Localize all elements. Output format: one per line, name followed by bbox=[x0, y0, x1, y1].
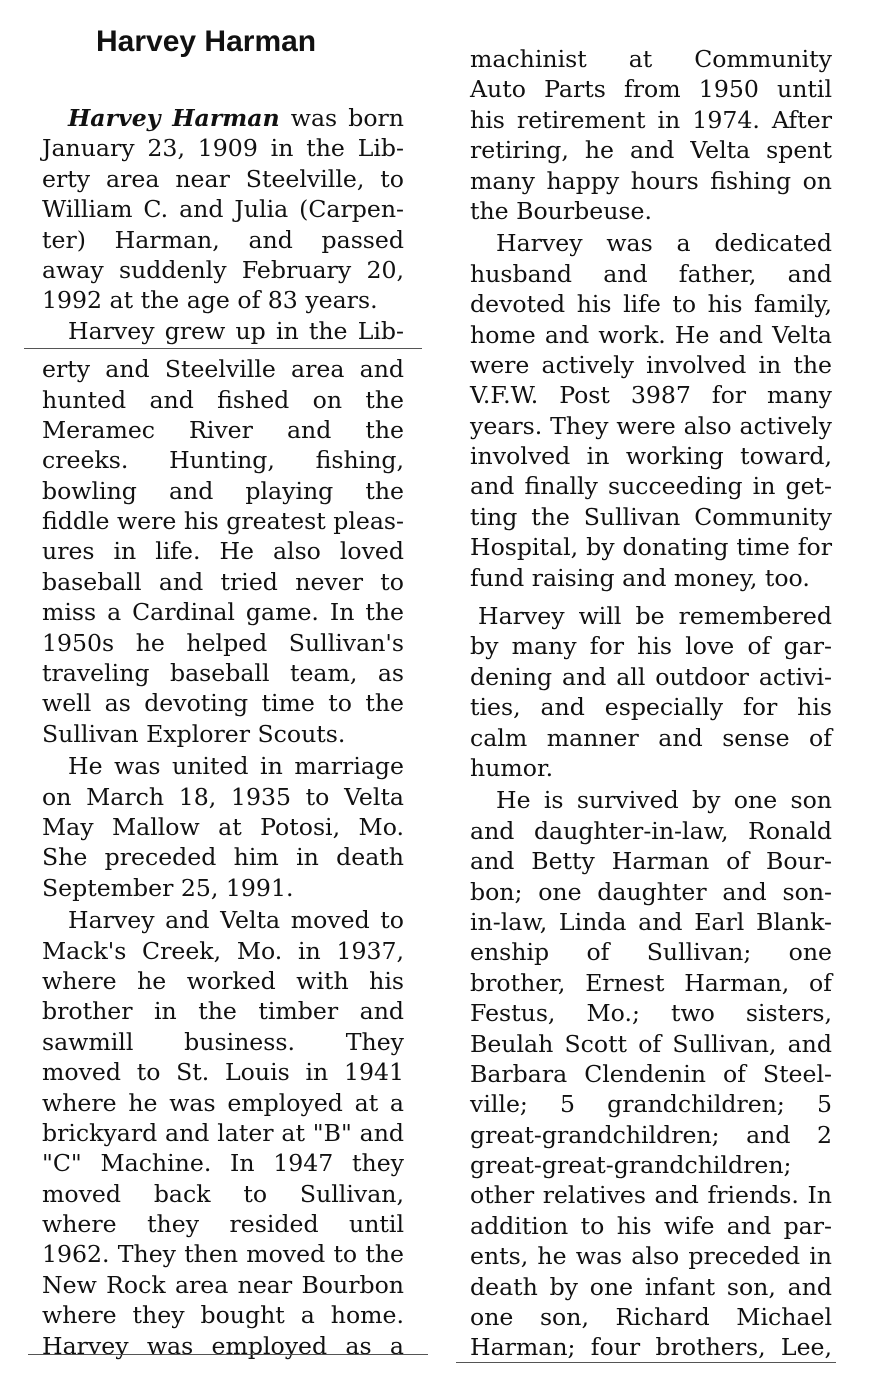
text-line: New Rock area near Bourbon bbox=[42, 1270, 404, 1299]
text-line: moved back to Sullivan, bbox=[42, 1179, 404, 1208]
text-line: involved in working toward, bbox=[470, 442, 832, 471]
text-line: V.F.W. Post 3987 for many bbox=[470, 381, 832, 410]
obituary-title: Harvey Harman bbox=[96, 25, 317, 58]
column-bottom-rule-right bbox=[456, 1362, 836, 1363]
text-line: fiddle were his greatest pleas- bbox=[42, 507, 404, 536]
text-line: Harvey was employed as a bbox=[42, 1331, 404, 1360]
text-line: 1950s he helped Sullivan's bbox=[42, 628, 404, 657]
text-line: machinist at Community bbox=[470, 45, 832, 73]
text-line: miss a Cardinal game. In the bbox=[42, 598, 404, 627]
text-line: ville; 5 grandchildren; 5 bbox=[470, 1090, 832, 1119]
text-line: by many for his love of gar- bbox=[470, 632, 832, 661]
text-line: Harvey and Velta moved to bbox=[68, 906, 404, 935]
text-line: retiring, he and Velta spent bbox=[470, 136, 832, 165]
text-line: and Betty Harman of Bour- bbox=[470, 847, 832, 876]
text-line: where they bought a home. bbox=[42, 1301, 404, 1330]
column-bottom-rule-left bbox=[28, 1354, 428, 1355]
text-line: traveling baseball team, as bbox=[42, 659, 404, 688]
text-line: "C" Machine. In 1947 they bbox=[42, 1149, 404, 1178]
text-line: great-grandchildren; and 2 bbox=[470, 1120, 832, 1149]
text-line: ties, and especially for his bbox=[470, 693, 832, 722]
text-line: were actively involved in the bbox=[470, 350, 832, 379]
text-line: where he worked with his bbox=[42, 966, 404, 995]
text-line: creeks. Hunting, fishing, bbox=[42, 446, 404, 475]
text-line: William C. and Julia (Carpen- bbox=[42, 195, 404, 224]
text-line: Sullivan Explorer Scouts. bbox=[42, 719, 346, 748]
text-line: brother, Ernest Harman, of bbox=[470, 968, 832, 997]
text-line: great-great-grandchildren; bbox=[470, 1151, 792, 1180]
text-line: devoted his life to his family, bbox=[470, 290, 832, 319]
text-line: ents, he was also preceded in bbox=[470, 1242, 832, 1271]
text-line: Barbara Clendenin of Steel- bbox=[470, 1059, 832, 1088]
text-line: She preceded him in death bbox=[42, 843, 404, 872]
text-line: husband and father, and bbox=[470, 259, 832, 288]
text-line: sawmill business. They bbox=[42, 1027, 404, 1056]
text-line: on March 18, 1935 to Velta bbox=[42, 782, 404, 811]
text-line: erty and Steelville area and bbox=[42, 355, 404, 384]
text-line: the Bourbeuse. bbox=[470, 196, 652, 225]
text-line: moved to St. Louis in 1941 bbox=[42, 1058, 404, 1087]
text-line: ter) Harman, and passed bbox=[42, 225, 404, 254]
text-line: Festus, Mo.; two sisters, bbox=[470, 999, 832, 1028]
text-line: May Mallow at Potosi, Mo. bbox=[42, 812, 404, 841]
text-line: calm manner and sense of bbox=[470, 723, 832, 752]
text-line: death by one infant son, and bbox=[470, 1272, 832, 1301]
text-line: humor. bbox=[470, 753, 554, 782]
text-line: September 25, 1991. bbox=[42, 873, 294, 902]
text-line: 1992 at the age of 83 years. bbox=[42, 286, 378, 315]
text-line: well as devoting time to the bbox=[42, 689, 404, 718]
text-line: baseball and tried never to bbox=[42, 567, 404, 596]
text-line: January 23, 1909 in the Lib- bbox=[42, 134, 404, 163]
text-line: He is survived by one son bbox=[496, 786, 832, 815]
text-line: brother in the timber and bbox=[42, 997, 404, 1026]
text-line: in-law, Linda and Earl Blank- bbox=[470, 907, 832, 936]
text-line: Harman; four brothers, Lee, bbox=[470, 1333, 832, 1362]
text-line: Harvey was a dedicated bbox=[496, 229, 832, 258]
text-line: one son, Richard Michael bbox=[470, 1303, 832, 1332]
text-line: where they resided until bbox=[42, 1210, 404, 1239]
text-line: enship of Sullivan; one bbox=[470, 938, 832, 967]
text-line: many happy hours fishing on bbox=[470, 166, 832, 195]
text-line: Mack's Creek, Mo. in 1937, bbox=[42, 936, 404, 965]
text-line: away suddenly February 20, bbox=[42, 255, 404, 284]
text-line: his retirement in 1974. After bbox=[470, 105, 832, 134]
text-line: Harvey Harman was born bbox=[68, 104, 405, 132]
text-line: ures in life. He also loved bbox=[42, 537, 404, 566]
text-line: addition to his wife and par- bbox=[470, 1211, 832, 1240]
clipping-seam-left bbox=[24, 348, 422, 349]
text-line: other relatives and friends. In bbox=[470, 1181, 832, 1210]
text-line: and finally succeeding in get- bbox=[470, 472, 832, 501]
text-line: bowling and playing the bbox=[42, 476, 404, 505]
text-line: where he was employed at a bbox=[42, 1088, 404, 1117]
text-line: Meramec River and the bbox=[42, 415, 404, 444]
text-line: Auto Parts from 1950 until bbox=[470, 75, 832, 104]
text-line: erty area near Steelville, to bbox=[42, 164, 404, 193]
text-line: and daughter-in-law, Ronald bbox=[470, 816, 832, 845]
text-line: Harvey grew up in the Lib- bbox=[68, 316, 404, 345]
text-line: fund raising and money, too. bbox=[470, 563, 810, 592]
text-line: dening and all outdoor activi- bbox=[470, 662, 832, 691]
right-column bbox=[470, 44, 832, 1363]
text-line: hunted and fished on the bbox=[42, 385, 404, 414]
text-line: Harvey will be remembered bbox=[478, 602, 832, 631]
text-line: Beulah Scott of Sullivan, and bbox=[470, 1029, 832, 1058]
text-line: He was united in marriage bbox=[68, 752, 404, 781]
text-line: bon; one daughter and son- bbox=[470, 877, 832, 906]
text-line: Hospital, by donating time for bbox=[470, 533, 832, 562]
text-line: years. They were also actively bbox=[470, 411, 832, 440]
text-line: brickyard and later at "B" and bbox=[42, 1118, 404, 1147]
deceased-name: Harvey Harman bbox=[68, 104, 280, 132]
left-column bbox=[42, 103, 404, 1361]
text-line: home and work. He and Velta bbox=[470, 320, 832, 349]
text-line: ting the Sullivan Community bbox=[470, 502, 832, 531]
text-line: 1962. They then moved to the bbox=[42, 1240, 404, 1269]
